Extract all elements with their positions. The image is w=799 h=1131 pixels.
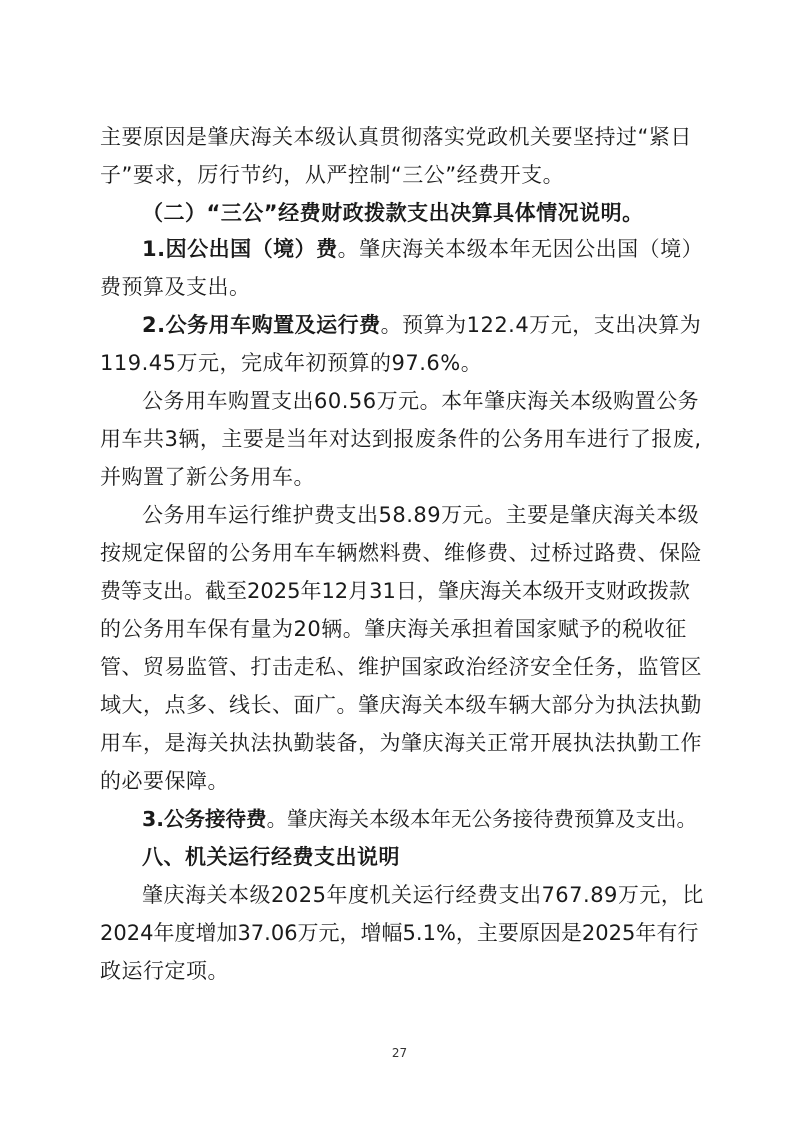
item-2-title: 2.公务用车购置及运行费 — [142, 313, 381, 337]
paragraph-line: 管、贸易监管、打击走私、维护国家政治经济安全任务，监管区 — [100, 655, 702, 679]
item-2-line — [142, 310, 704, 340]
item-3-line — [142, 804, 704, 834]
paragraph-line: 费预算及支出。 — [100, 275, 251, 299]
paragraph-line: 的公务用车保有量为20辆。肇庆海关承担着国家赋予的税收征 — [100, 617, 687, 641]
paragraph-line: 肇庆海关本级2025年度机关运行经费支出767.89万元，比 — [142, 883, 704, 907]
item-1-title: 1.因公出国（境）费 — [142, 237, 338, 261]
paragraph-line: 公务用车购置支出60.56万元。本年肇庆海关本级购置公务 — [142, 389, 700, 413]
paragraph-line: 并购置了新公务用车。 — [100, 465, 315, 489]
paragraph-line: 域大，点多、线长、面广。肇庆海关本级车辆大部分为执法执勤 — [100, 693, 702, 717]
paragraph-line: 子”要求，厉行节约，从严控制“三公”经费开支。 — [100, 163, 565, 187]
paragraph-line: 用车共3辆，主要是当年对达到报废条件的公务用车进行了报废, — [100, 427, 702, 451]
section-heading: 八、机关运行经费支出说明 — [142, 845, 400, 869]
item-3-text: 。肇庆海关本级本年无公务接待费预算及支出。 — [266, 807, 698, 831]
paragraph-line: 119.45万元，完成年初预算的97.6%。 — [100, 351, 483, 375]
section-heading: （二）“三公”经费财政拨款支出决算具体情况说明。 — [142, 201, 644, 225]
paragraph-line: 公务用车运行维护费支出58.89万元。主要是肇庆海关本级 — [142, 503, 700, 527]
paragraph-line: 费等支出。截至2025年12月31日，肇庆海关本级开支财政拨款 — [100, 579, 690, 603]
paragraph-line: 按规定保留的公务用车车辆燃料费、维修费、过桥过路费、保险 — [100, 541, 702, 565]
paragraph-line: 2024年度增加37.06万元，增幅5.1%，主要原因是2025年有行 — [100, 921, 699, 945]
page-number: 27 — [391, 1046, 408, 1060]
paragraph-line: 政运行定项。 — [100, 959, 229, 983]
paragraph-line: 主要原因是肇庆海关本级认真贯彻落实党政机关要坚持过“紧日 — [100, 125, 692, 149]
item-3-title: 3.公务接待费 — [142, 807, 267, 831]
item-1-line — [142, 234, 704, 264]
paragraph-line: 的必要保障。 — [100, 769, 229, 793]
item-2-text: 。预算为122.4万元，支出决算为 — [380, 313, 702, 337]
paragraph-line: 用车，是海关执法执勤装备，为肇庆海关正常开展执法执勤工作 — [100, 731, 702, 755]
item-1-text: 。肇庆海关本级本年无因公出国（境） — [337, 237, 704, 261]
